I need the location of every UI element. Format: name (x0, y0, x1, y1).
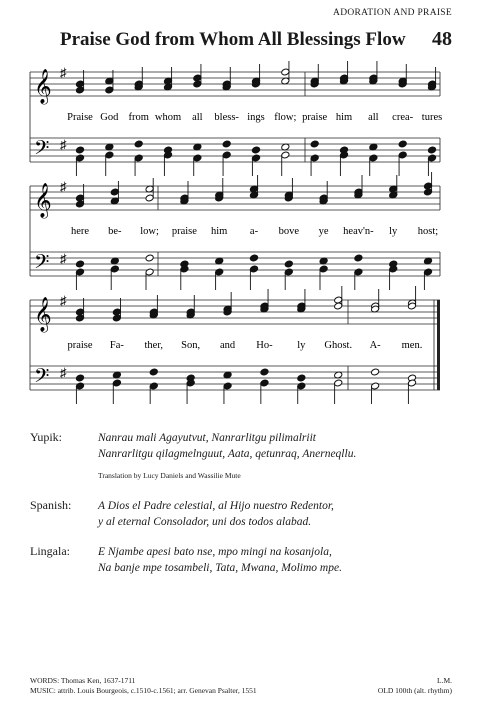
translation-line: E Njambe apesi bato nse, mpo mingi na kosanjola, (98, 546, 332, 558)
language-name: Lingala: (30, 544, 70, 558)
treble-clef-icon: 𝄞 (34, 298, 52, 331)
notehead (75, 146, 84, 154)
notehead (145, 254, 154, 262)
notehead (260, 368, 269, 376)
lyric-syllable: all (192, 112, 203, 123)
notehead (149, 368, 158, 376)
lyric-syllable: Ghost. (324, 340, 353, 351)
treble-clef-icon: 𝄞 (34, 70, 52, 103)
lyric-syllable: Praise (67, 112, 93, 123)
translation-text (98, 544, 342, 576)
lyric-syllable: God (100, 112, 119, 123)
translation-line: y al eternal Consolador, uni dos todos alabad. (98, 516, 312, 528)
key-signature-sharp: ♯ (60, 137, 67, 152)
translations (30, 430, 460, 586)
lyric-syllable: ther, (144, 340, 164, 351)
language-name: Spanish: (30, 498, 72, 512)
lyric-line-3 (67, 340, 422, 351)
notehead (222, 140, 231, 148)
lyric-syllable: ly (297, 340, 306, 351)
notehead (75, 374, 84, 382)
lyric-syllable: and (219, 340, 236, 351)
translation-line: Nanrau mali Agayutvut, Nanrarlitgu pilimalriit (98, 432, 316, 444)
bass-clef-icon: 𝄢 (34, 138, 50, 164)
lyric-syllable: him (335, 112, 353, 123)
translation-yupik (30, 430, 460, 484)
lyric-syllable: all (368, 112, 379, 123)
lyric-syllable: tures (421, 112, 443, 123)
translation-line: Na banje mpe tosambeli, Tata, Mwana, Molimo mpe. (98, 562, 342, 574)
translation-line: A Dios el Padre celestial, al Hijo nuestro Redentor, (98, 500, 334, 512)
lyric-line-1 (67, 112, 442, 123)
notehead (134, 140, 143, 148)
translation-line: Nanrarlitgu qilagmelnguut, Aata, qetunraq, Anerneqllu. (98, 448, 357, 460)
lyric-syllable: men. (401, 340, 423, 351)
meter: L.M. (437, 676, 452, 685)
words-credit: WORDS: Thomas Ken, 1637-1711 (30, 676, 136, 685)
treble-clef-icon: 𝄞 (34, 184, 52, 217)
lyric-syllable: here (70, 226, 90, 237)
lyric-syllable: Son, (181, 340, 201, 351)
hymn-number: 48 (432, 28, 452, 50)
notehead (371, 368, 380, 376)
notehead (427, 146, 436, 154)
lyric-syllable: host; (417, 226, 439, 237)
key-signature-sharp: ♯ (60, 179, 67, 194)
lyric-syllable: bove (278, 226, 300, 237)
notehead (310, 140, 319, 148)
music-credit: MUSIC: attrib. Louis Bourgeois, c.1510-c.1561; arr. Genevan Psalter, 1551 (30, 685, 257, 695)
lyric-syllable: crea- (392, 112, 414, 123)
lyric-syllable: bless- (214, 112, 239, 123)
lyric-syllable: a- (249, 226, 259, 237)
lyric-syllable: heav'n- (343, 226, 374, 237)
translation-spanish (30, 498, 460, 530)
bass-clef-icon: 𝄢 (34, 366, 50, 392)
notehead (354, 254, 363, 262)
notehead (297, 374, 306, 382)
notehead (398, 140, 407, 148)
section-label: ADORATION AND PRAISE (333, 8, 452, 18)
notehead (251, 146, 260, 154)
lyric-syllable: from (128, 112, 149, 123)
notehead (75, 260, 84, 268)
lyric-syllable: praise (302, 112, 328, 123)
hymn-title: Praise God from Whom All Blessings Flow (60, 29, 406, 50)
bass-clef-icon: 𝄢 (34, 252, 50, 278)
tune-name: OLD 100th (alt. rhythm) (377, 685, 452, 695)
lyric-syllable: ings (247, 112, 265, 123)
translation-lingala (30, 544, 460, 576)
credits-footer (30, 676, 452, 695)
lyric-syllable: low; (140, 226, 159, 237)
translation-text (98, 498, 334, 530)
lyric-syllable: ye (318, 226, 329, 237)
key-signature-sharp: ♯ (60, 65, 67, 80)
lyric-syllable: praise (171, 226, 197, 237)
notehead (284, 260, 293, 268)
lyric-syllable: Ho- (256, 340, 273, 351)
lyric-line-2 (71, 226, 438, 237)
lyric-syllable: A- (369, 340, 381, 351)
key-signature-sharp: ♯ (60, 293, 67, 308)
lyric-syllable: ly (389, 226, 398, 237)
lyric-syllable: Fa- (109, 340, 124, 351)
notehead (249, 254, 258, 262)
lyric-syllable: whom (154, 112, 182, 123)
system-2 (30, 179, 440, 278)
language-name: Yupik: (30, 430, 63, 444)
lyric-syllable: praise (67, 340, 93, 351)
lyric-syllable: be- (108, 226, 122, 237)
key-signature-sharp: ♯ (60, 251, 67, 266)
key-signature-sharp: ♯ (60, 365, 67, 380)
translation-text (98, 430, 356, 484)
translation-credit: Translation by Lucy Daniels and Wassilie Mute (98, 471, 241, 480)
lyric-syllable: flow; (274, 112, 297, 123)
lyric-syllable: him (211, 226, 228, 237)
